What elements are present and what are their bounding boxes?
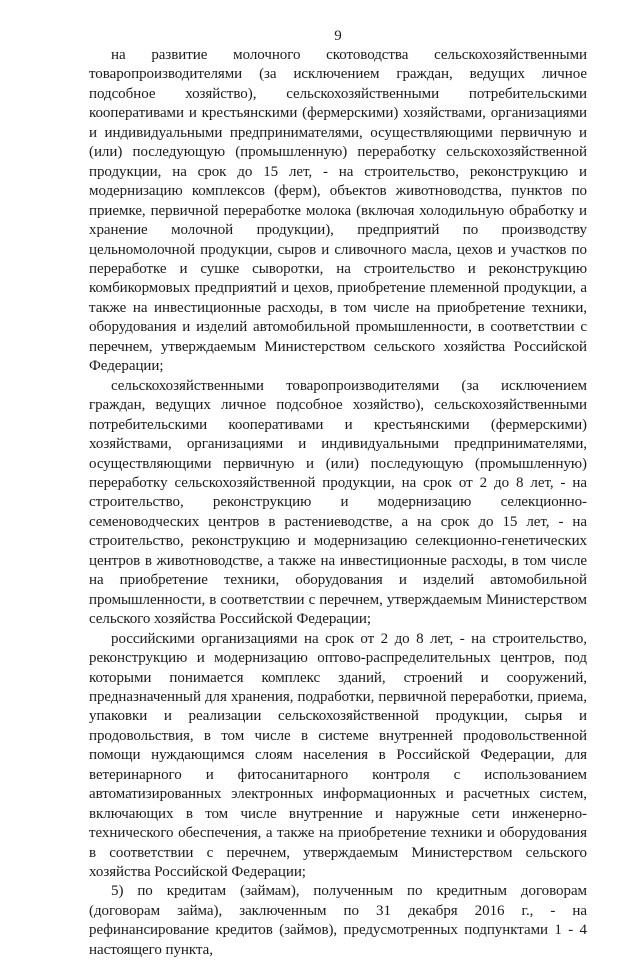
paragraph-refinancing: 5) по кредитам (займам), полученным по кредитным договорам (договорам займа), заключенным по 31 декабря 2016 г., - на рефинансирование кредитов (займов), предусмотренных подпунктами 1 - 4 настоящего пункта, bbox=[89, 883, 587, 958]
document-page bbox=[89, 0, 587, 960]
paragraph-breeding-centers: сельскохозяйственными товаропроизводителями (за исключением граждан, ведущих личное подсобное хозяйство), сельскохозяйственными потребительскими кооперативами и крестьянскими (фермерскими) хозяйствами, организациями и индивидуальными предпринимателями, осуществляющими первичную и (или) последующую (промышленную) переработку сельскохозяйственной продукции, на срок от 2 до 8 лет, - на строительство, реконструкцию и модернизацию селекционно-семеноводческих центров в растениеводстве, а на срок до 15 лет, - на строительство, реконструкцию и модернизацию селекционно-генетических центров в животноводстве, а также на инвестиционные расходы, в том числе на приобретение техники, оборудования и изделий автомобильной промышленности, в соответствии с перечнем, утверждаемым Министерством сельского хозяйства Российской Федерации; bbox=[89, 377, 587, 628]
paragraph-dairy-development: на развитие молочного скотоводства сельскохозяйственными товаропроизводителями (за исключением граждан, ведущих личное подсобное хозяйство), сельскохозяйственными потребительскими кооперативами и крестьянскими (фермерскими) хозяйствами, организациями и индивидуальными предпринимателями, осуществляющими первичную и (или) последующую (промышленную) переработку сельскохозяйственной продукции, на срок до 15 лет, - на строительство, реконструкцию и модернизацию комплексов (ферм), объектов животноводства, пунктов по приемке, первичной переработке молока (включая холодильную обработку и хранение молочной продукции), предприятий по производству цельномолочной продукции, сыров и сливочного масла, цехов и участков по переработке и сушке сыворотки, на строительство и реконструкцию комбикормовых предприятий и цехов, приобретение племенной продукции, а также на инвестиционные расходы, в том числе на приобретение техники, оборудования и изделий автомобильной промышленности, в соответствии с перечнем, утверждаемым Министерством сельского хозяйства Российской Федерации; bbox=[89, 47, 587, 375]
page-number: 9 bbox=[334, 28, 342, 44]
paragraph-distribution-centers: российскими организациями на срок от 2 до 8 лет, - на строительство, реконструкцию и модернизацию оптово-распределительных центров, под которыми понимается комплекс зданий, строений и сооружений, предназначенный для хранения, подработки, первичной переработки, приема, упаковки и реализации сельскохозяйственной продукции, сырья и продовольствия, в том числе в системе внутренней продовольственной помощи нуждающимся слоям населения в Российской Федерации, для ветеринарного и фитосанитарного контроля с использованием автоматизированных электронных информационных и расчетных систем, включающих в том числе внутренние и наружные сети инженерно-технического обеспечения, а также на приобретение техники и оборудования в соответствии с перечнем, утверждаемым Министерством сельского хозяйства Российской Федерации; bbox=[89, 630, 587, 881]
